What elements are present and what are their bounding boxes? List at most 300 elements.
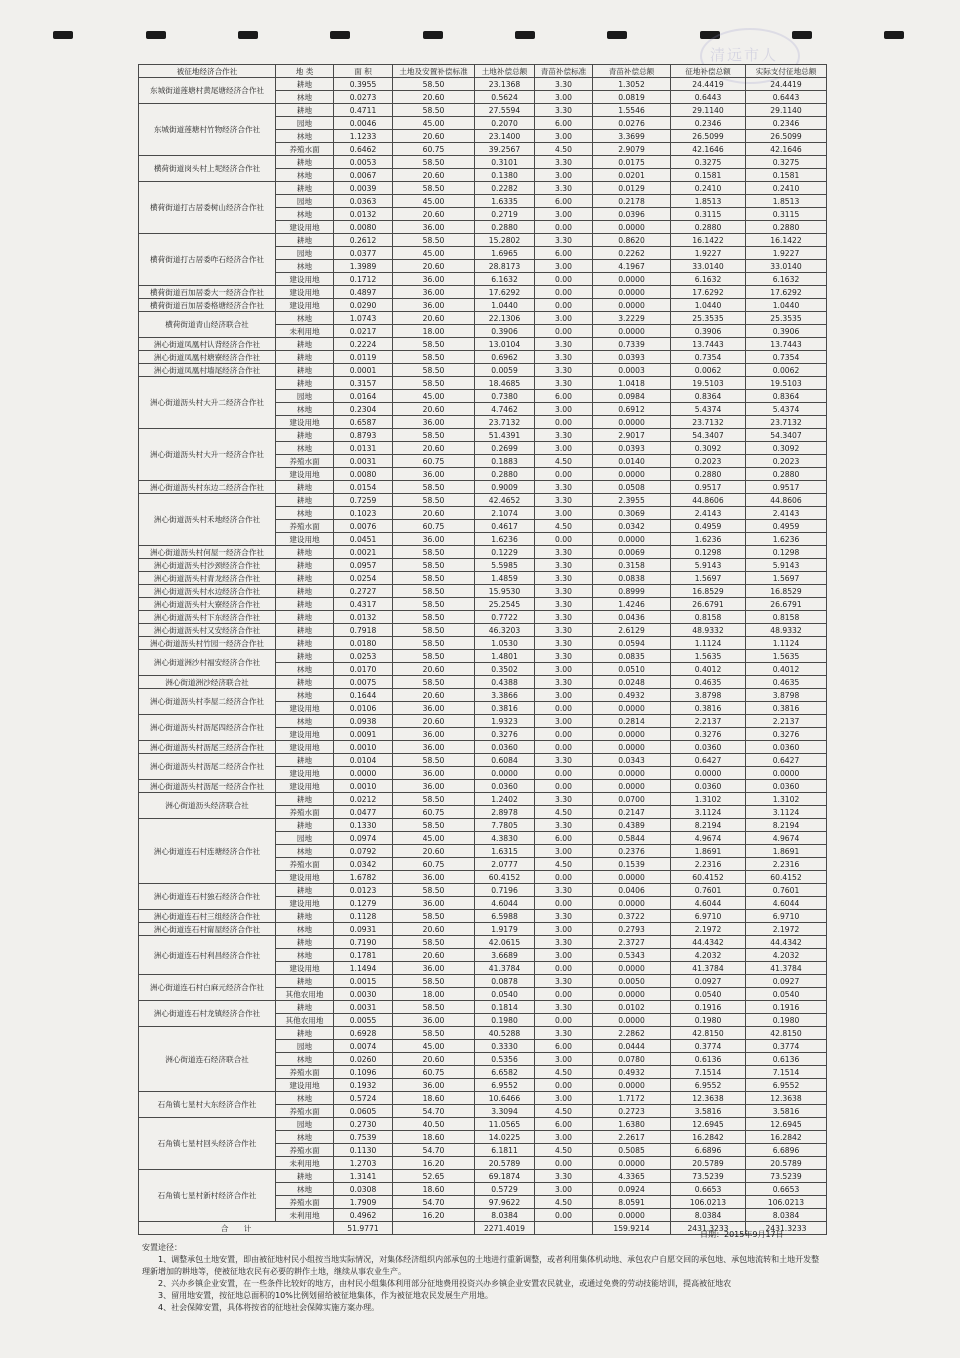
crop-rate: 0.00 — [535, 871, 593, 884]
land-rate: 45.00 — [393, 247, 475, 260]
land-compensation: 42.4652 — [475, 494, 535, 507]
crop-rate: 0.00 — [535, 325, 593, 338]
land-rate: 58.50 — [393, 78, 475, 91]
total-compensation: 29.1140 — [671, 104, 746, 117]
land-rate: 58.50 — [393, 338, 475, 351]
area: 0.0132 — [334, 208, 393, 221]
land-rate: 20.60 — [393, 260, 475, 273]
total-compensation: 42.1646 — [671, 143, 746, 156]
land-type: 耕地 — [276, 598, 334, 611]
crop-compensation: 0.2147 — [593, 806, 671, 819]
table-row — [139, 104, 827, 117]
paid-amount: 0.3092 — [746, 442, 827, 455]
area: 0.0000 — [334, 767, 393, 780]
crop-compensation: 0.7339 — [593, 338, 671, 351]
total-compensation: 1.5697 — [671, 572, 746, 585]
land-compensation: 14.0225 — [475, 1131, 535, 1144]
crop-compensation: 0.0343 — [593, 754, 671, 767]
paid-amount: 0.1581 — [746, 169, 827, 182]
paid-amount: 0.4635 — [746, 676, 827, 689]
punch-hole — [792, 31, 812, 39]
land-compensation: 0.4388 — [475, 676, 535, 689]
crop-compensation: 2.3727 — [593, 936, 671, 949]
cooperative-name: 石角镇七星村回头经济合作社 — [139, 1118, 276, 1170]
land-compensation: 42.0615 — [475, 936, 535, 949]
crop-rate: 3.30 — [535, 624, 593, 637]
land-compensation: 6.5988 — [475, 910, 535, 923]
land-type: 林地 — [276, 663, 334, 676]
table-row — [139, 689, 827, 702]
land-rate: 54.70 — [393, 1105, 475, 1118]
land-type: 未利用地 — [276, 1209, 334, 1222]
crop-compensation: 0.0396 — [593, 208, 671, 221]
land-type: 林地 — [276, 845, 334, 858]
crop-rate: 3.30 — [535, 572, 593, 585]
cooperative-name: 洲心街道连石村白麻元经济合作社 — [139, 975, 276, 1001]
crop-compensation: 0.0050 — [593, 975, 671, 988]
land-type: 养殖水面 — [276, 143, 334, 156]
paid-amount: 1.5635 — [746, 650, 827, 663]
punch-hole — [146, 31, 166, 39]
land-compensation: 0.1380 — [475, 169, 535, 182]
land-type: 建设用地 — [276, 767, 334, 780]
land-type: 耕地 — [276, 351, 334, 364]
crop-compensation: 2.9017 — [593, 429, 671, 442]
table-row — [139, 741, 827, 754]
area: 0.0015 — [334, 975, 393, 988]
land-type: 林地 — [276, 260, 334, 273]
crop-rate: 3.30 — [535, 819, 593, 832]
total-compensation: 0.1916 — [671, 1001, 746, 1014]
land-type: 耕地 — [276, 676, 334, 689]
total-compensation: 16.2842 — [671, 1131, 746, 1144]
land-compensation: 3.3094 — [475, 1105, 535, 1118]
crop-rate: 0.00 — [535, 286, 593, 299]
area: 1.3141 — [334, 1170, 393, 1183]
area: 0.7918 — [334, 624, 393, 637]
paid-amount: 48.9332 — [746, 624, 827, 637]
crop-compensation: 1.3052 — [593, 78, 671, 91]
cooperative-name: 洲心街道沥头村大升二经济合作社 — [139, 377, 276, 429]
area: 1.1494 — [334, 962, 393, 975]
paid-amount: 0.1298 — [746, 546, 827, 559]
total-compensation: 26.6791 — [671, 598, 746, 611]
crop-rate: 3.30 — [535, 546, 593, 559]
total-compensation: 0.1581 — [671, 169, 746, 182]
paid-amount: 0.0360 — [746, 780, 827, 793]
area: 0.0030 — [334, 988, 393, 1001]
land-rate: 36.00 — [393, 1079, 475, 1092]
land-compensation: 39.2567 — [475, 143, 535, 156]
paid-amount: 4.6044 — [746, 897, 827, 910]
area: 0.0377 — [334, 247, 393, 260]
land-rate: 45.00 — [393, 832, 475, 845]
land-type: 耕地 — [276, 1170, 334, 1183]
punch-hole — [607, 31, 627, 39]
land-compensation: 23.1400 — [475, 130, 535, 143]
land-type: 耕地 — [276, 624, 334, 637]
crop-compensation: 1.7172 — [593, 1092, 671, 1105]
area: 0.0254 — [334, 572, 393, 585]
paid-amount: 12.3638 — [746, 1092, 827, 1105]
land-compensation: 0.2699 — [475, 442, 535, 455]
paid-amount: 54.3407 — [746, 429, 827, 442]
land-type: 耕地 — [276, 1027, 334, 1040]
land-compensation: 0.5729 — [475, 1183, 535, 1196]
total-compensation: 0.3115 — [671, 208, 746, 221]
land-type: 养殖水面 — [276, 520, 334, 533]
land-compensation: 6.1811 — [475, 1144, 535, 1157]
area: 0.2727 — [334, 585, 393, 598]
area: 0.0119 — [334, 351, 393, 364]
area: 0.4897 — [334, 286, 393, 299]
land-type: 耕地 — [276, 793, 334, 806]
land-type: 耕地 — [276, 884, 334, 897]
land-compensation: 22.1306 — [475, 312, 535, 325]
land-compensation: 0.4617 — [475, 520, 535, 533]
crop-rate: 3.00 — [535, 312, 593, 325]
land-compensation: 10.6466 — [475, 1092, 535, 1105]
land-type: 建设用地 — [276, 962, 334, 975]
land-type: 养殖水面 — [276, 1196, 334, 1209]
paid-amount: 0.2880 — [746, 468, 827, 481]
land-rate: 58.50 — [393, 936, 475, 949]
crop-rate: 0.00 — [535, 1209, 593, 1222]
land-type: 园地 — [276, 1040, 334, 1053]
crop-rate: 3.00 — [535, 923, 593, 936]
land-rate: 58.50 — [393, 598, 475, 611]
total-compensation: 0.7601 — [671, 884, 746, 897]
land-type: 林地 — [276, 442, 334, 455]
area: 0.2730 — [334, 1118, 393, 1131]
land-compensation: 2.0777 — [475, 858, 535, 871]
total-compensation: 8.0384 — [671, 1209, 746, 1222]
crop-compensation: 0.0700 — [593, 793, 671, 806]
col-header: 征地补偿总额 — [671, 65, 746, 78]
area: 0.0010 — [334, 780, 393, 793]
land-rate: 60.75 — [393, 143, 475, 156]
paid-amount: 1.6236 — [746, 533, 827, 546]
total-compensation: 0.8364 — [671, 390, 746, 403]
total-compensation: 2.1972 — [671, 923, 746, 936]
cooperative-name: 横荷街道百加居委大一经济合作社 — [139, 286, 276, 299]
paid-amount: 6.6896 — [746, 1144, 827, 1157]
land-compensation: 60.4152 — [475, 871, 535, 884]
crop-compensation: 0.2262 — [593, 247, 671, 260]
area: 1.0743 — [334, 312, 393, 325]
land-compensation: 2.8978 — [475, 806, 535, 819]
land-type: 林地 — [276, 949, 334, 962]
land-rate: 20.60 — [393, 689, 475, 702]
land-type: 建设用地 — [276, 728, 334, 741]
land-rate: 20.60 — [393, 442, 475, 455]
area: 0.0363 — [334, 195, 393, 208]
crop-rate: 3.30 — [535, 975, 593, 988]
land-compensation: 46.3203 — [475, 624, 535, 637]
paid-amount: 0.3276 — [746, 728, 827, 741]
paid-amount: 13.7443 — [746, 338, 827, 351]
land-type: 林地 — [276, 169, 334, 182]
total-compensation: 12.3638 — [671, 1092, 746, 1105]
land-compensation: 25.2545 — [475, 598, 535, 611]
crop-compensation: 1.6380 — [593, 1118, 671, 1131]
paid-amount: 3.8798 — [746, 689, 827, 702]
total-compensation: 0.1980 — [671, 1014, 746, 1027]
paid-amount: 5.4374 — [746, 403, 827, 416]
paid-amount: 29.1140 — [746, 104, 827, 117]
paid-amount: 44.4342 — [746, 936, 827, 949]
land-compensation: 1.6335 — [475, 195, 535, 208]
land-type: 未利用地 — [276, 325, 334, 338]
paid-amount: 7.1514 — [746, 1066, 827, 1079]
total-compensation: 8.2194 — [671, 819, 746, 832]
crop-compensation: 2.3955 — [593, 494, 671, 507]
total-compensation: 6.6896 — [671, 1144, 746, 1157]
crop-rate: 3.30 — [535, 234, 593, 247]
area: 0.0001 — [334, 364, 393, 377]
paid-amount: 0.3115 — [746, 208, 827, 221]
crop-compensation: 0.5085 — [593, 1144, 671, 1157]
land-rate: 58.50 — [393, 1027, 475, 1040]
paid-amount: 0.3275 — [746, 156, 827, 169]
col-header: 被征地经济合作社 — [139, 65, 276, 78]
land-type: 林地 — [276, 1131, 334, 1144]
cooperative-name: 洲心街道凤凰村墙尾经济合作社 — [139, 364, 276, 377]
land-rate: 18.60 — [393, 1092, 475, 1105]
total-compensation: 0.2346 — [671, 117, 746, 130]
paid-amount: 2.4143 — [746, 507, 827, 520]
land-type: 其他农用地 — [276, 1014, 334, 1027]
land-compensation: 0.2070 — [475, 117, 535, 130]
area: 0.0067 — [334, 169, 393, 182]
total-compensation: 16.8529 — [671, 585, 746, 598]
paid-amount: 1.1124 — [746, 637, 827, 650]
total-compensation: 0.0360 — [671, 780, 746, 793]
table-row — [139, 286, 827, 299]
punch-hole — [515, 31, 535, 39]
total-compensation: 44.8606 — [671, 494, 746, 507]
crop-rate: 3.30 — [535, 650, 593, 663]
land-compensation: 5.5985 — [475, 559, 535, 572]
total-compensation: 0.0927 — [671, 975, 746, 988]
land-rate: 16.20 — [393, 1209, 475, 1222]
cooperative-name: 洲心街道沥头经济联合社 — [139, 793, 276, 819]
crop-rate: 6.00 — [535, 390, 593, 403]
land-type: 耕地 — [276, 559, 334, 572]
area: 0.3955 — [334, 78, 393, 91]
paid-amount: 26.5099 — [746, 130, 827, 143]
land-compensation: 0.3906 — [475, 325, 535, 338]
crop-rate: 0.00 — [535, 533, 593, 546]
total-compensation: 26.5099 — [671, 130, 746, 143]
land-rate: 60.75 — [393, 455, 475, 468]
table-row — [139, 364, 827, 377]
note-item: 1、调整承包土地安置，即由被征地村民小组按当地实际情况，对集体经济组织内部承包的土地进行重新调整，或者利用集体机动地、承包农户自愿交回的承包地、承包地流转和土地开发整理新增加的耕地等，使被征地农民有必要的耕作土地，继续从事农业生产。 — [142, 1255, 820, 1276]
table-row — [139, 1170, 827, 1183]
area: 0.7539 — [334, 1131, 393, 1144]
crop-rate: 4.50 — [535, 1066, 593, 1079]
crop-compensation: 0.0000 — [593, 897, 671, 910]
crop-rate: 3.00 — [535, 715, 593, 728]
land-compensation: 15.9530 — [475, 585, 535, 598]
land-rate: 58.50 — [393, 754, 475, 767]
crop-rate: 3.30 — [535, 481, 593, 494]
land-rate: 58.50 — [393, 884, 475, 897]
land-rate: 36.00 — [393, 767, 475, 780]
crop-compensation: 0.1539 — [593, 858, 671, 871]
area: 0.0106 — [334, 702, 393, 715]
paid-amount: 0.7354 — [746, 351, 827, 364]
land-type: 未利用地 — [276, 1157, 334, 1170]
land-compensation: 2.1074 — [475, 507, 535, 520]
paid-amount: 3.1124 — [746, 806, 827, 819]
land-type: 耕地 — [276, 637, 334, 650]
total-compensation: 0.8158 — [671, 611, 746, 624]
table-row — [139, 650, 827, 663]
area: 0.0075 — [334, 676, 393, 689]
total-compensation: 2.2137 — [671, 715, 746, 728]
land-rate: 20.60 — [393, 91, 475, 104]
area: 0.3157 — [334, 377, 393, 390]
crop-compensation: 0.0129 — [593, 182, 671, 195]
crop-compensation: 0.0000 — [593, 273, 671, 286]
table-row — [139, 351, 827, 364]
crop-rate: 3.00 — [535, 689, 593, 702]
land-type: 耕地 — [276, 104, 334, 117]
land-rate: 58.50 — [393, 104, 475, 117]
land-type: 建设用地 — [276, 897, 334, 910]
land-rate: 58.50 — [393, 546, 475, 559]
cooperative-name: 洲心街道洲沙村福安经济合作社 — [139, 650, 276, 676]
crop-rate: 3.30 — [535, 598, 593, 611]
paid-amount: 0.4959 — [746, 520, 827, 533]
land-rate: 45.00 — [393, 195, 475, 208]
land-type: 园地 — [276, 195, 334, 208]
table-row — [139, 585, 827, 598]
crop-rate: 3.30 — [535, 78, 593, 91]
land-compensation: 0.7380 — [475, 390, 535, 403]
crop-rate: 3.30 — [535, 611, 593, 624]
table-row — [139, 182, 827, 195]
land-compensation: 69.1874 — [475, 1170, 535, 1183]
crop-rate: 3.30 — [535, 364, 593, 377]
land-rate: 54.70 — [393, 1196, 475, 1209]
total-compensation: 0.1298 — [671, 546, 746, 559]
crop-rate: 3.00 — [535, 91, 593, 104]
land-rate: 20.60 — [393, 1053, 475, 1066]
crop-rate: 0.00 — [535, 299, 593, 312]
cooperative-name: 东城街道莲塘村黄尾塘经济合作社 — [139, 78, 276, 104]
crop-compensation: 0.0838 — [593, 572, 671, 585]
crop-compensation: 0.0248 — [593, 676, 671, 689]
crop-compensation: 0.3069 — [593, 507, 671, 520]
land-compensation: 0.1229 — [475, 546, 535, 559]
crop-rate: 6.00 — [535, 195, 593, 208]
crop-compensation: 0.0000 — [593, 325, 671, 338]
land-compensation: 18.4685 — [475, 377, 535, 390]
paid-amount: 0.0540 — [746, 988, 827, 1001]
total-compensation: 0.3774 — [671, 1040, 746, 1053]
area: 0.0031 — [334, 455, 393, 468]
area: 0.0170 — [334, 663, 393, 676]
paid-amount: 0.3816 — [746, 702, 827, 715]
table-row — [139, 312, 827, 325]
paid-amount: 0.2410 — [746, 182, 827, 195]
total-compensation: 73.5239 — [671, 1170, 746, 1183]
area: 0.5724 — [334, 1092, 393, 1105]
area: 0.0605 — [334, 1105, 393, 1118]
land-rate: 58.50 — [393, 585, 475, 598]
total-compensation: 3.8798 — [671, 689, 746, 702]
cooperative-name: 洲心街道沥头村沙颈经济合作社 — [139, 559, 276, 572]
land-compensation: 0.0000 — [475, 767, 535, 780]
land-compensation: 1.4859 — [475, 572, 535, 585]
crop-rate: 3.30 — [535, 793, 593, 806]
land-compensation: 6.9552 — [475, 1079, 535, 1092]
crop-compensation: 0.0000 — [593, 1014, 671, 1027]
crop-compensation: 0.0444 — [593, 1040, 671, 1053]
land-compensation: 0.6962 — [475, 351, 535, 364]
land-rate: 58.50 — [393, 559, 475, 572]
crop-rate: 0.00 — [535, 780, 593, 793]
land-type: 耕地 — [276, 650, 334, 663]
total-compensation: 0.0062 — [671, 364, 746, 377]
land-type: 耕地 — [276, 754, 334, 767]
crop-rate: 3.30 — [535, 637, 593, 650]
crop-compensation: 2.9079 — [593, 143, 671, 156]
land-rate: 58.50 — [393, 650, 475, 663]
crop-rate: 4.50 — [535, 1144, 593, 1157]
land-type: 建设用地 — [276, 741, 334, 754]
total-compensation: 3.1124 — [671, 806, 746, 819]
area: 0.0010 — [334, 741, 393, 754]
land-rate: 20.60 — [393, 169, 475, 182]
land-compensation: 0.2282 — [475, 182, 535, 195]
area: 0.0792 — [334, 845, 393, 858]
empty-cell — [393, 1222, 475, 1235]
crop-rate: 3.00 — [535, 403, 593, 416]
cooperative-name: 洲心街道沥头村大升一经济合作社 — [139, 429, 276, 481]
total-compensation: 6.9710 — [671, 910, 746, 923]
crop-rate: 3.30 — [535, 936, 593, 949]
area: 0.0342 — [334, 858, 393, 871]
table-row — [139, 676, 827, 689]
land-rate: 36.00 — [393, 533, 475, 546]
crop-compensation: 0.0924 — [593, 1183, 671, 1196]
area: 0.0217 — [334, 325, 393, 338]
table-row — [139, 1001, 827, 1014]
total-compensation: 0.6653 — [671, 1183, 746, 1196]
land-rate: 58.50 — [393, 624, 475, 637]
land-rate: 58.50 — [393, 364, 475, 377]
paid-amount: 0.7601 — [746, 884, 827, 897]
land-compensation: 41.3784 — [475, 962, 535, 975]
land-type: 园地 — [276, 832, 334, 845]
land-rate: 45.00 — [393, 117, 475, 130]
land-type: 耕地 — [276, 156, 334, 169]
cooperative-name: 洲心街道连石经济联合社 — [139, 1027, 276, 1092]
paid-amount: 1.0440 — [746, 299, 827, 312]
area: 0.0132 — [334, 611, 393, 624]
crop-compensation: 0.2814 — [593, 715, 671, 728]
land-type: 建设用地 — [276, 468, 334, 481]
crop-compensation: 0.2376 — [593, 845, 671, 858]
land-rate: 60.75 — [393, 806, 475, 819]
note-item: 3、留用地安置，按征地总面积的10%比例划留给被征地集体，作为被征地农民发展生产用地。 — [158, 1291, 493, 1300]
land-type: 养殖水面 — [276, 1105, 334, 1118]
total-compensation: 5.4374 — [671, 403, 746, 416]
crop-compensation: 0.0510 — [593, 663, 671, 676]
